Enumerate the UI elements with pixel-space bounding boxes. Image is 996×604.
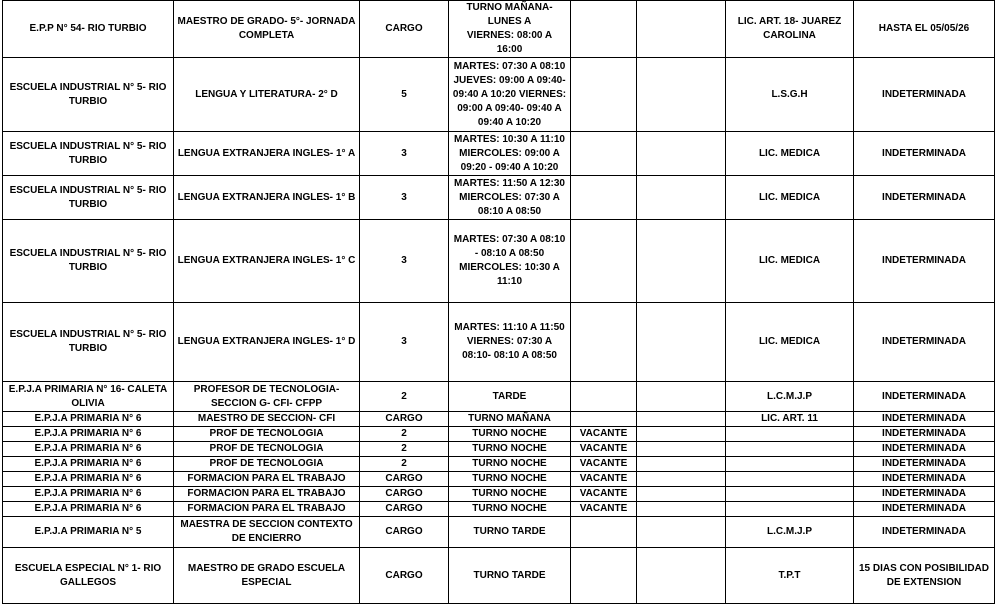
- duration-cell: HASTA EL 05/05/26: [854, 1, 995, 58]
- reason-cell: LIC. MEDICA: [726, 132, 854, 176]
- status-cell: VACANTE: [571, 442, 637, 457]
- duration-cell: INDETERMINADA: [854, 412, 995, 427]
- schedule-cell: TARDE: [449, 382, 571, 412]
- schedule-cell: MARTES: 11:50 A 12:30 MIERCOLES: 07:30 A 08:10 A 08:50: [449, 176, 571, 220]
- extra-cell: [637, 472, 726, 487]
- status-cell: [571, 132, 637, 176]
- status-cell: VACANTE: [571, 502, 637, 517]
- hours-cell: 3: [360, 176, 449, 220]
- schedule-cell: TURNO NOCHE: [449, 442, 571, 457]
- duration-cell: INDETERMINADA: [854, 58, 995, 132]
- position-cell: MAESTRO DE GRADO- 5°- JORNADA COMPLETA: [174, 1, 360, 58]
- hours-cell: 3: [360, 220, 449, 303]
- table-row: [3, 442, 995, 457]
- duration-cell: INDETERMINADA: [854, 132, 995, 176]
- school-cell: E.P.J.A PRIMARIA N° 6: [3, 502, 174, 517]
- table-row: [3, 457, 995, 472]
- extra-cell: [637, 58, 726, 132]
- status-cell: VACANTE: [571, 427, 637, 442]
- extra-cell: [637, 132, 726, 176]
- reason-cell: [726, 457, 854, 472]
- school-cell: E.P.J.A PRIMARIA N° 6: [3, 412, 174, 427]
- table-row: [3, 427, 995, 442]
- duration-cell: INDETERMINADA: [854, 303, 995, 382]
- position-cell: FORMACION PARA EL TRABAJO: [174, 502, 360, 517]
- school-cell: ESCUELA INDUSTRIAL N° 5- RIO TURBIO: [3, 132, 174, 176]
- duration-cell: INDETERMINADA: [854, 442, 995, 457]
- position-cell: PROFESOR DE TECNOLOGIA- SECCION G- CFI- CFPP: [174, 382, 360, 412]
- hours-cell: CARGO: [360, 517, 449, 548]
- table-row: [3, 220, 995, 303]
- schedule-cell: MARTES: 11:10 A 11:50 VIERNES: 07:30 A 08:10- 08:10 A 08:50: [449, 303, 571, 382]
- position-cell: LENGUA EXTRANJERA INGLES- 1° C: [174, 220, 360, 303]
- status-cell: [571, 176, 637, 220]
- duration-cell: INDETERMINADA: [854, 487, 995, 502]
- reason-cell: L.C.M.J.P: [726, 382, 854, 412]
- extra-cell: [637, 487, 726, 502]
- table-row: [3, 58, 995, 132]
- status-cell: [571, 382, 637, 412]
- schedule-cell: TURNO MAÑANA- LUNES A VIERNES: 08:00 A 16:00: [449, 1, 571, 58]
- status-cell: [571, 1, 637, 58]
- extra-cell: [637, 303, 726, 382]
- duration-cell: INDETERMINADA: [854, 382, 995, 412]
- hours-cell: CARGO: [360, 472, 449, 487]
- reason-cell: LIC. MEDICA: [726, 176, 854, 220]
- position-cell: PROF DE TECNOLOGIA: [174, 457, 360, 472]
- schedule-cell: TURNO TARDE: [449, 517, 571, 548]
- school-cell: E.P.P N° 54- RIO TURBIO: [3, 1, 174, 58]
- hours-cell: 5: [360, 58, 449, 132]
- duration-cell: INDETERMINADA: [854, 472, 995, 487]
- school-cell: E.P.J.A PRIMARIA N° 6: [3, 487, 174, 502]
- reason-cell: L.S.G.H: [726, 58, 854, 132]
- position-cell: MAESTRO DE GRADO ESCUELA ESPECIAL: [174, 548, 360, 604]
- reason-cell: LIC. ART. 11: [726, 412, 854, 427]
- hours-cell: CARGO: [360, 1, 449, 58]
- position-cell: MAESTRO DE SECCION- CFI: [174, 412, 360, 427]
- extra-cell: [637, 548, 726, 604]
- school-cell: E.P.J.A PRIMARIA N° 6: [3, 442, 174, 457]
- table-row: [3, 502, 995, 517]
- table-row: [3, 176, 995, 220]
- schedule-cell: TURNO MAÑANA: [449, 412, 571, 427]
- schedule-cell: TURNO NOCHE: [449, 472, 571, 487]
- duration-cell: INDETERMINADA: [854, 502, 995, 517]
- position-cell: LENGUA Y LITERATURA- 2° D: [174, 58, 360, 132]
- hours-cell: 2: [360, 442, 449, 457]
- position-cell: LENGUA EXTRANJERA INGLES- 1° D: [174, 303, 360, 382]
- table-row: [3, 303, 995, 382]
- schedule-cell: TURNO NOCHE: [449, 502, 571, 517]
- extra-cell: [637, 176, 726, 220]
- position-cell: LENGUA EXTRANJERA INGLES- 1° B: [174, 176, 360, 220]
- duration-cell: 15 DIAS CON POSIBILIDAD DE EXTENSION: [854, 548, 995, 604]
- reason-cell: LIC. MEDICA: [726, 220, 854, 303]
- schedule-cell: MARTES: 07:30 A 08:10 - 08:10 A 08:50 MIERCOLES: 10:30 A 11:10: [449, 220, 571, 303]
- schedule-cell: MARTES: 07:30 A 08:10 JUEVES: 09:00 A 09:40- 09:40 A 10:20 VIERNES: 09:00 A 09:40- 09:40 A 09:40 A 10:20: [449, 58, 571, 132]
- hours-cell: 2: [360, 427, 449, 442]
- table-row: [3, 548, 995, 604]
- position-cell: FORMACION PARA EL TRABAJO: [174, 487, 360, 502]
- duration-cell: INDETERMINADA: [854, 176, 995, 220]
- table-row: [3, 517, 995, 548]
- status-cell: [571, 412, 637, 427]
- school-cell: E.P.J.A PRIMARIA N° 5: [3, 517, 174, 548]
- status-cell: VACANTE: [571, 487, 637, 502]
- duration-cell: INDETERMINADA: [854, 427, 995, 442]
- school-cell: ESCUELA INDUSTRIAL N° 5- RIO TURBIO: [3, 58, 174, 132]
- position-cell: FORMACION PARA EL TRABAJO: [174, 472, 360, 487]
- school-cell: E.P.J.A PRIMARIA N° 6: [3, 427, 174, 442]
- school-cell: ESCUELA ESPECIAL N° 1- RIO GALLEGOS: [3, 548, 174, 604]
- position-cell: PROF DE TECNOLOGIA: [174, 442, 360, 457]
- extra-cell: [637, 427, 726, 442]
- vacancy-table: [2, 0, 995, 604]
- reason-cell: [726, 442, 854, 457]
- schedule-cell: TURNO NOCHE: [449, 457, 571, 472]
- school-cell: E.P.J.A PRIMARIA N° 6: [3, 457, 174, 472]
- status-cell: [571, 220, 637, 303]
- table-row: [3, 487, 995, 502]
- hours-cell: 3: [360, 132, 449, 176]
- hours-cell: CARGO: [360, 548, 449, 604]
- extra-cell: [637, 220, 726, 303]
- school-cell: ESCUELA INDUSTRIAL N° 5- RIO TURBIO: [3, 303, 174, 382]
- schedule-cell: TURNO NOCHE: [449, 427, 571, 442]
- status-cell: [571, 548, 637, 604]
- table-row: [3, 412, 995, 427]
- extra-cell: [637, 412, 726, 427]
- reason-cell: T.P.T: [726, 548, 854, 604]
- extra-cell: [637, 1, 726, 58]
- hours-cell: 3: [360, 303, 449, 382]
- position-cell: MAESTRA DE SECCION CONTEXTO DE ENCIERRO: [174, 517, 360, 548]
- schedule-cell: TURNO TARDE: [449, 548, 571, 604]
- reason-cell: LIC. MEDICA: [726, 303, 854, 382]
- school-cell: E.P.J.A PRIMARIA N° 6: [3, 472, 174, 487]
- table-row: [3, 382, 995, 412]
- status-cell: [571, 517, 637, 548]
- duration-cell: INDETERMINADA: [854, 517, 995, 548]
- reason-cell: L.C.M.J.P: [726, 517, 854, 548]
- duration-cell: INDETERMINADA: [854, 457, 995, 472]
- table-row: [3, 472, 995, 487]
- position-cell: PROF DE TECNOLOGIA: [174, 427, 360, 442]
- school-cell: E.P.J.A PRIMARIA N° 16- CALETA OLIVIA: [3, 382, 174, 412]
- schedule-cell: MARTES: 10:30 A 11:10 MIERCOLES: 09:00 A 09:20 - 09:40 A 10:20: [449, 132, 571, 176]
- table-row: [3, 1, 995, 58]
- table-row: [3, 132, 995, 176]
- extra-cell: [637, 502, 726, 517]
- hours-cell: CARGO: [360, 502, 449, 517]
- reason-cell: [726, 487, 854, 502]
- reason-cell: [726, 472, 854, 487]
- hours-cell: CARGO: [360, 412, 449, 427]
- status-cell: [571, 58, 637, 132]
- position-cell: LENGUA EXTRANJERA INGLES- 1° A: [174, 132, 360, 176]
- status-cell: [571, 303, 637, 382]
- extra-cell: [637, 382, 726, 412]
- status-cell: VACANTE: [571, 457, 637, 472]
- schedule-cell: TURNO NOCHE: [449, 487, 571, 502]
- extra-cell: [637, 517, 726, 548]
- extra-cell: [637, 442, 726, 457]
- reason-cell: [726, 502, 854, 517]
- reason-cell: LIC. ART. 18- JUAREZ CAROLINA: [726, 1, 854, 58]
- duration-cell: INDETERMINADA: [854, 220, 995, 303]
- hours-cell: 2: [360, 457, 449, 472]
- hours-cell: CARGO: [360, 487, 449, 502]
- reason-cell: [726, 427, 854, 442]
- school-cell: ESCUELA INDUSTRIAL N° 5- RIO TURBIO: [3, 176, 174, 220]
- hours-cell: 2: [360, 382, 449, 412]
- extra-cell: [637, 457, 726, 472]
- status-cell: VACANTE: [571, 472, 637, 487]
- school-cell: ESCUELA INDUSTRIAL N° 5- RIO TURBIO: [3, 220, 174, 303]
